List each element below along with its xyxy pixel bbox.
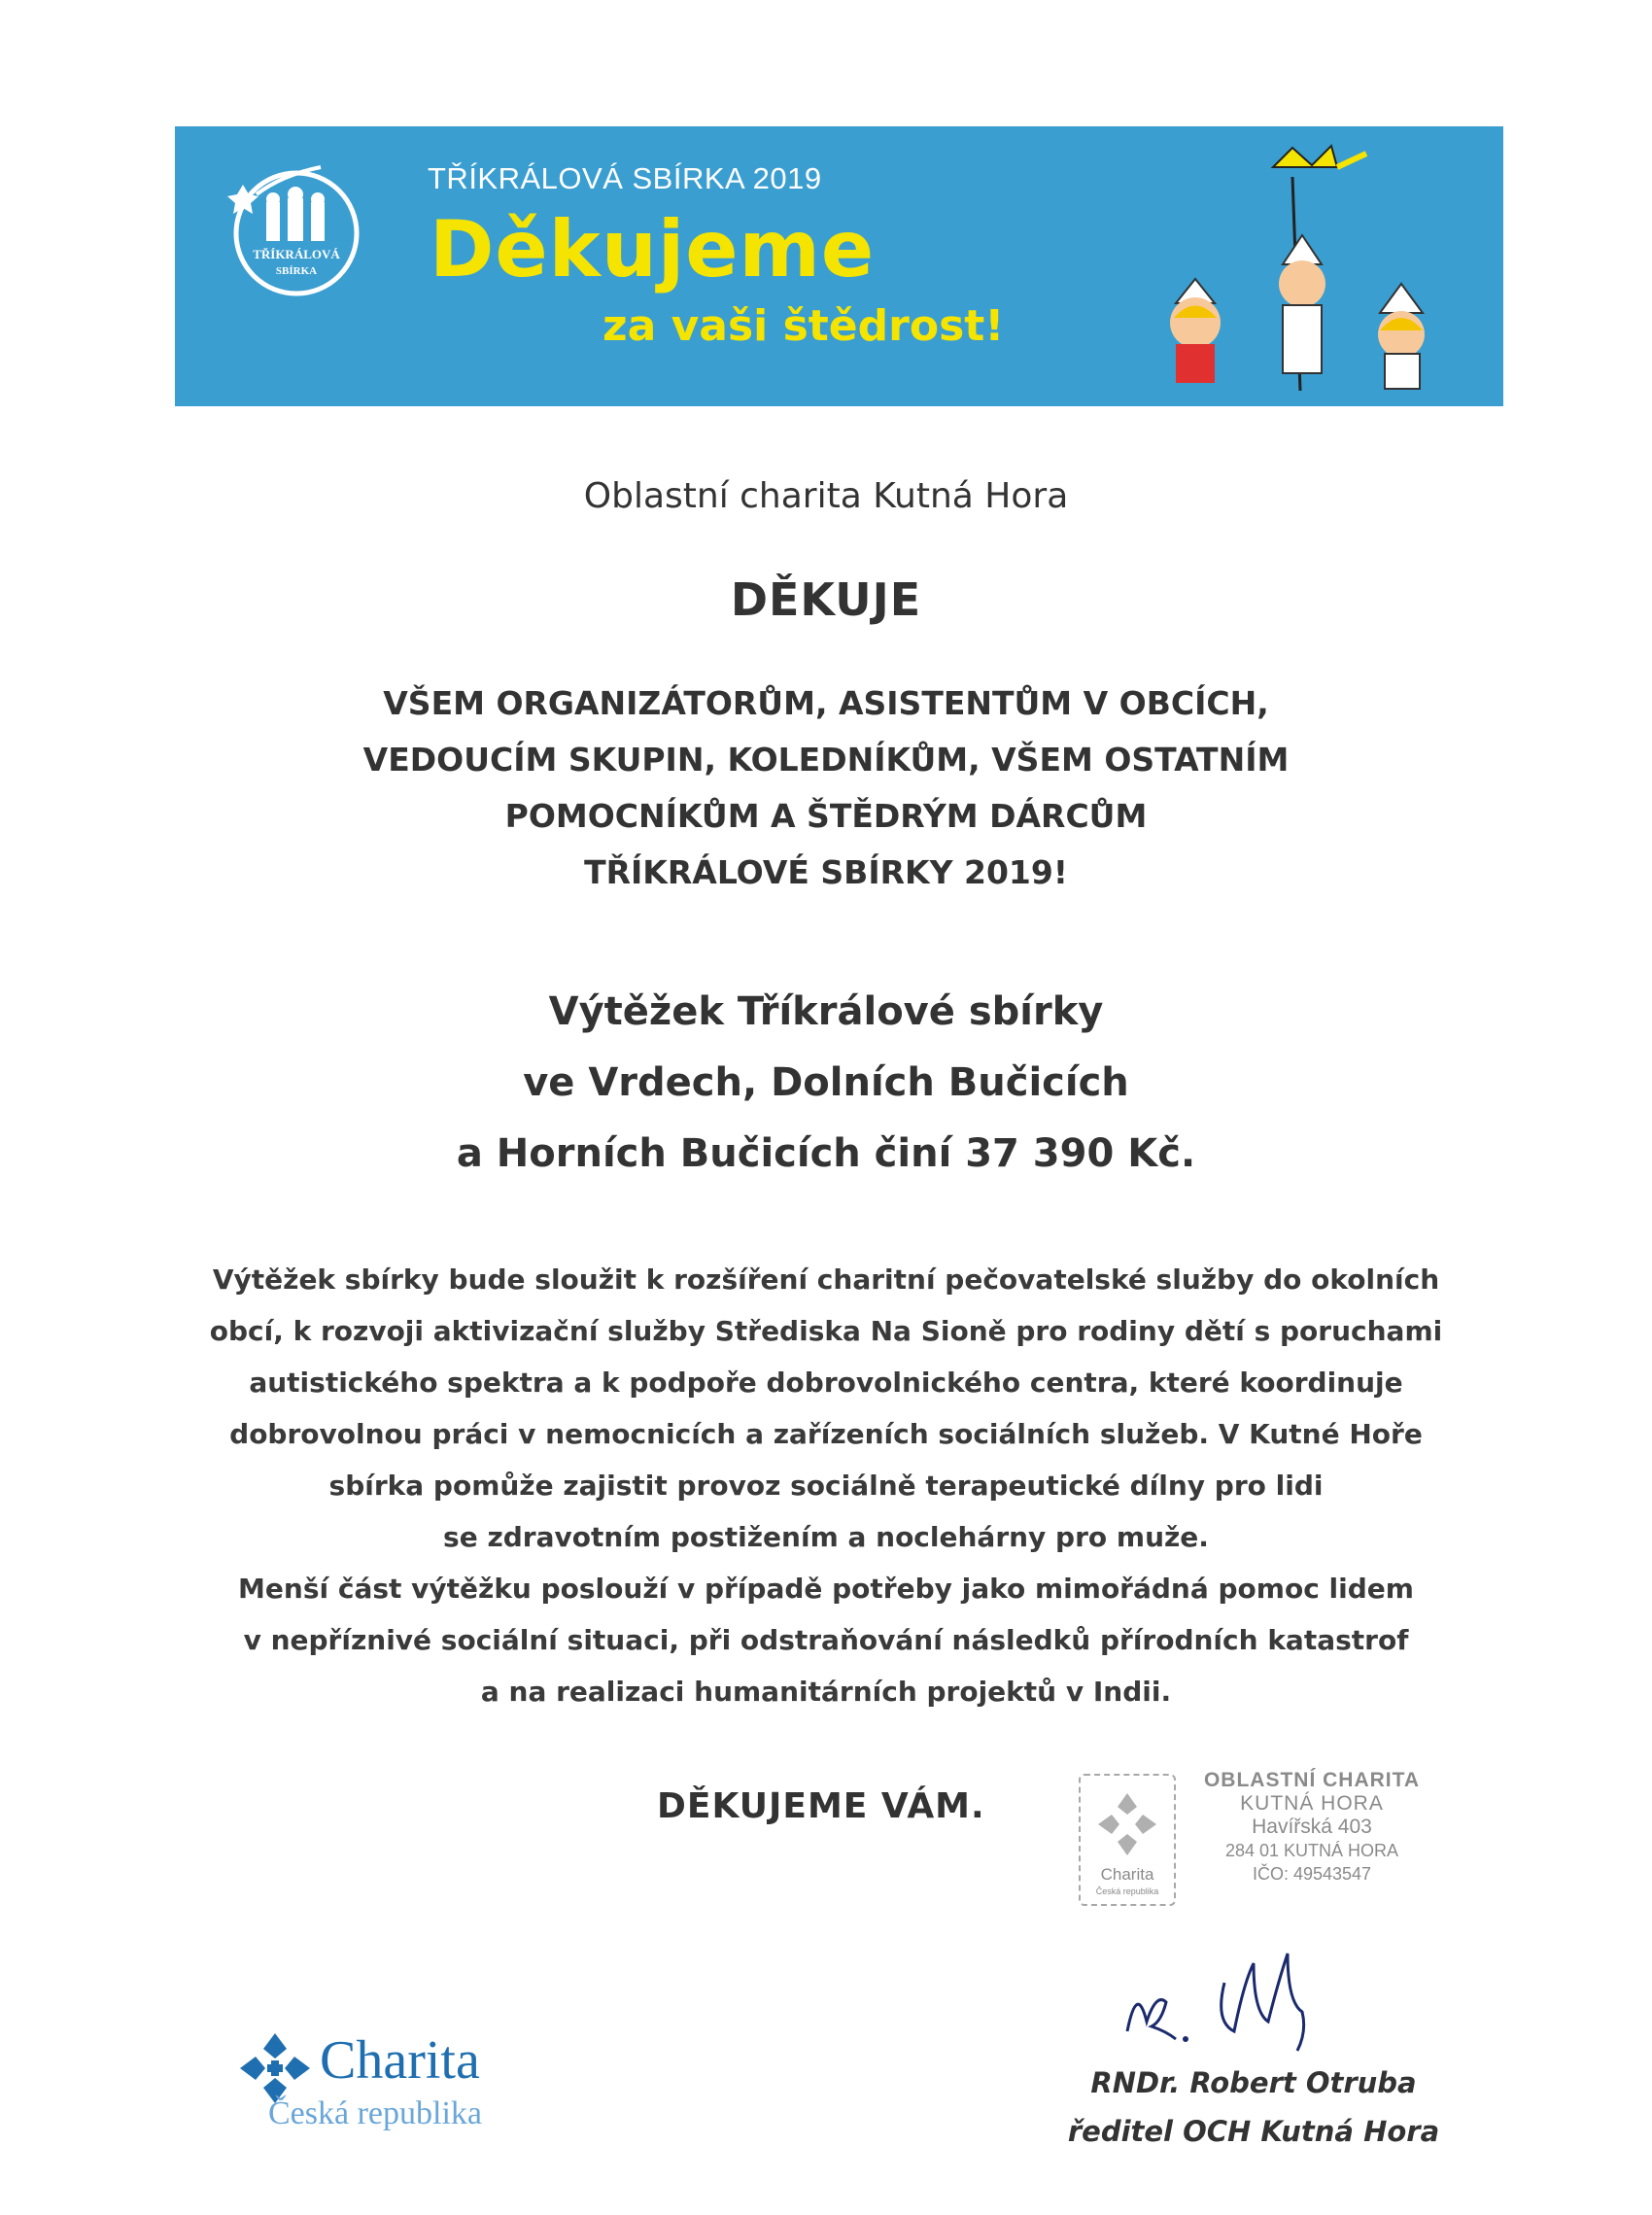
stamp-mark-sub: Česká republika — [1095, 1886, 1159, 1896]
collection-result — [0, 977, 1652, 1190]
stamp-line: Havířská 403 — [1252, 1816, 1372, 1838]
official-stamp — [1079, 1769, 1438, 1915]
result-line: Výtěžek Tříkrálové sbírky — [548, 989, 1104, 1034]
thanks-line: VEDOUCÍM SKUPIN, KOLEDNÍKŮM, VŠEM OSTATNÍM — [362, 741, 1290, 779]
stamp-line: 284 01 KUTNÁ HORA — [1224, 1841, 1399, 1860]
body-line: se zdravotním postižením a noclehárny pro muže. — [443, 1521, 1209, 1553]
charita-cross-icon — [1094, 1787, 1160, 1861]
body-line: Menší část výtěžku poslouží v případě potřeby jako mimořádná pomoc lidem — [238, 1573, 1414, 1605]
thanks-line: VŠEM ORGANIZÁTORŮM, ASISTENTŮM V OBCÍCH, — [383, 684, 1269, 722]
usage-paragraph — [0, 1254, 1652, 1717]
result-line: ve Vrdech, Dolních Bučicích — [523, 1060, 1129, 1105]
thanks-line: POMOCNÍKŮM A ŠTĚDRÝM DÁRCŮM — [504, 797, 1148, 835]
logo-text-2: SBÍRKA — [275, 265, 318, 277]
thanks-heading: DĚKUJE — [730, 573, 922, 626]
carol-singers-illustration — [1147, 138, 1477, 400]
logo-text-1: TŘÍKRÁLOVÁ — [253, 247, 340, 261]
signatory — [1040, 2059, 1467, 2156]
stamp-line: OBLASTNÍ CHARITA — [1203, 1769, 1421, 1791]
body-line: sbírka pomůže zajistit provoz sociálně terapeutické dílny pro lidi — [328, 1470, 1324, 1502]
stamp-line: IČO: 49543547 — [1252, 1864, 1372, 1884]
stamp-mark-label: Charita — [1100, 1865, 1154, 1884]
charita-logo-sub: Česká republika — [268, 2095, 482, 2131]
banner-subheadline: za vaši štědrost! — [602, 301, 1005, 351]
handwritten-signature — [1108, 1924, 1360, 2060]
charita-logo-name: Charita — [320, 2030, 480, 2091]
stamp-text — [1186, 1769, 1438, 1886]
body-line: Výtěžek sbírky bude sloužit k rozšíření charitní pečovatelské služby do okolních — [212, 1263, 1440, 1296]
banner-title: TŘÍKRÁLOVÁ SBÍRKA 2019 — [428, 161, 822, 195]
stamp-line: KUTNÁ HORA — [1240, 1792, 1384, 1815]
body-line: dobrovolnou práci v nemocnicích a zařízeních sociálních služeb. V Kutné Hoře — [229, 1418, 1423, 1450]
trikralova-sbirka-logo — [224, 156, 369, 301]
closing-thanks: DĚKUJEME VÁM. — [657, 1786, 985, 1826]
charita-logo — [236, 2020, 528, 2146]
banner-headline: Děkujeme — [430, 204, 876, 294]
body-line: autistického spektra a k podpoře dobrovolnického centra, které koordinuje — [249, 1367, 1403, 1399]
body-line: v nepříznivé sociální situaci, při odstraňování následků přírodních katastrof — [243, 1624, 1409, 1656]
organization-name: Oblastní charita Kutná Hora — [583, 476, 1069, 516]
body-line: a na realizaci humanitárních projektů v Indii. — [480, 1676, 1172, 1708]
signer-name: RNDr. Robert Otruba — [1090, 2066, 1417, 2099]
result-line: a Horních Bučicích činí 37 390 Kč. — [456, 1131, 1196, 1176]
thanks-recipients — [0, 675, 1652, 901]
body-line: obcí, k rozvoji aktivizační služby Střediska Na Sioně pro rodiny dětí s poruchami — [209, 1315, 1443, 1347]
stamp-charita-mark — [1079, 1774, 1176, 1906]
thanks-line: TŘÍKRÁLOVÉ SBÍRKY 2019! — [584, 853, 1068, 891]
signer-role: ředitel OCH Kutná Hora — [1067, 2115, 1440, 2148]
header-banner — [175, 126, 1503, 406]
